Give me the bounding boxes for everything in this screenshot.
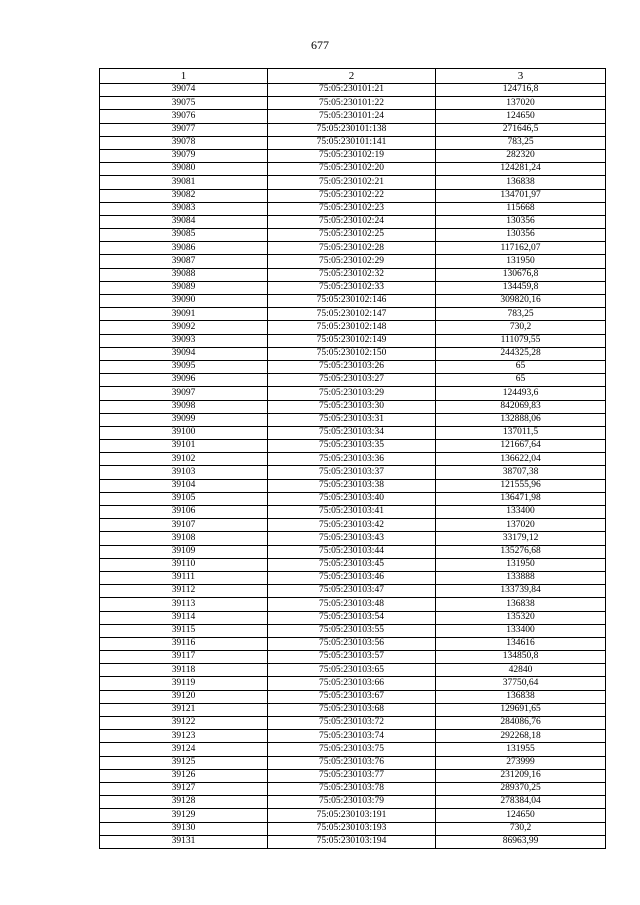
- table-cell-col1: 39090: [100, 295, 268, 308]
- table-cell-col2: 75:05:230103:40: [268, 492, 436, 505]
- table-cell-col1: 39089: [100, 281, 268, 294]
- table-cell-col1: 39131: [100, 835, 268, 848]
- table-row: [100, 163, 606, 176]
- table-row: [100, 413, 606, 426]
- table-cell-col1: 39105: [100, 492, 268, 505]
- table-cell-col1: 39102: [100, 453, 268, 466]
- table-cell-col1: 39103: [100, 466, 268, 479]
- table-row: [100, 308, 606, 321]
- table-cell-col2: 75:05:230103:46: [268, 571, 436, 584]
- table-cell-col1: 39126: [100, 769, 268, 782]
- table-row: [100, 400, 606, 413]
- table-cell-col1: 39118: [100, 664, 268, 677]
- table-cell-col2: 75:05:230103:42: [268, 519, 436, 532]
- table-row: [100, 426, 606, 439]
- table-row: [100, 822, 606, 835]
- table-cell-col2: 75:05:230103:75: [268, 743, 436, 756]
- table-cell-col3: 730,2: [436, 321, 606, 334]
- table-row: [100, 281, 606, 294]
- table-cell-col3: 292268,18: [436, 730, 606, 743]
- table-cell-col3: 136838: [436, 598, 606, 611]
- table-cell-col3: 134701,97: [436, 189, 606, 202]
- table-cell-col3: 129691,65: [436, 703, 606, 716]
- table-cell-col2: 75:05:230103:43: [268, 532, 436, 545]
- table-cell-col2: 75:05:230103:27: [268, 374, 436, 387]
- table-cell-col3: 134459,8: [436, 281, 606, 294]
- table-row: [100, 624, 606, 637]
- table-cell-col3: 137020: [436, 519, 606, 532]
- table-cell-col2: 75:05:230103:45: [268, 558, 436, 571]
- table-cell-col1: 39127: [100, 782, 268, 795]
- table-cell-col1: 39101: [100, 440, 268, 453]
- table-row: [100, 545, 606, 558]
- table-cell-col3: 121555,96: [436, 479, 606, 492]
- table-cell-col1: 39123: [100, 730, 268, 743]
- table-cell-col2: 75:05:230102:29: [268, 255, 436, 268]
- table-cell-col3: 133888: [436, 571, 606, 584]
- table-cell-col1: 39125: [100, 756, 268, 769]
- table-cell-col2: 75:05:230102:146: [268, 295, 436, 308]
- table-cell-col1: 39114: [100, 611, 268, 624]
- table-cell-col3: 783,25: [436, 308, 606, 321]
- table-row: [100, 717, 606, 730]
- table-row: [100, 796, 606, 809]
- table-row: [100, 215, 606, 228]
- table-row: [100, 558, 606, 571]
- table-cell-col3: 133400: [436, 624, 606, 637]
- table-cell-col3: 65: [436, 374, 606, 387]
- table-row: [100, 769, 606, 782]
- table-cell-col2: 75:05:230103:44: [268, 545, 436, 558]
- table-cell-col3: 135320: [436, 611, 606, 624]
- table-cell-col2: 75:05:230103:72: [268, 717, 436, 730]
- table-cell-col3: 278384,04: [436, 796, 606, 809]
- table-row: [100, 334, 606, 347]
- table-row: [100, 321, 606, 334]
- table-row: [100, 637, 606, 650]
- table-cell-col2: 75:05:230102:32: [268, 268, 436, 281]
- table-cell-col3: 130356: [436, 215, 606, 228]
- table-cell-col1: 39124: [100, 743, 268, 756]
- table-row: [100, 743, 606, 756]
- table-cell-col3: 37750,64: [436, 677, 606, 690]
- table-cell-col2: 75:05:230102:21: [268, 176, 436, 189]
- table-row: [100, 703, 606, 716]
- table-cell-col1: 39117: [100, 651, 268, 664]
- table-cell-col3: 124650: [436, 809, 606, 822]
- table-cell-col1: 39128: [100, 796, 268, 809]
- table-cell-col3: 134616: [436, 637, 606, 650]
- table-cell-col1: 39107: [100, 519, 268, 532]
- table-cell-col1: 39083: [100, 202, 268, 215]
- table-cell-col2: 75:05:230102:148: [268, 321, 436, 334]
- table-cell-col2: 75:05:230103:30: [268, 400, 436, 413]
- table-row: [100, 690, 606, 703]
- table-cell-col1: 39104: [100, 479, 268, 492]
- table-cell-col2: 75:05:230103:77: [268, 769, 436, 782]
- table-row: [100, 229, 606, 242]
- table-cell-col2: 75:05:230103:34: [268, 426, 436, 439]
- table-row: [100, 756, 606, 769]
- table-body: [100, 84, 606, 849]
- table-cell-col3: 124716,8: [436, 84, 606, 97]
- table-cell-col1: 39100: [100, 426, 268, 439]
- table-row: [100, 677, 606, 690]
- table-cell-col3: 783,25: [436, 136, 606, 149]
- table-row: [100, 730, 606, 743]
- table-cell-col1: 39110: [100, 558, 268, 571]
- table-cell-col3: 121667,64: [436, 440, 606, 453]
- table-cell-col2: 75:05:230103:79: [268, 796, 436, 809]
- table-row: [100, 84, 606, 97]
- table-row: [100, 492, 606, 505]
- header-cell-3: 3: [436, 69, 606, 84]
- table-cell-col2: 75:05:230103:38: [268, 479, 436, 492]
- table-cell-col1: 39094: [100, 347, 268, 360]
- table-cell-col3: 730,2: [436, 822, 606, 835]
- table-cell-col3: 135276,68: [436, 545, 606, 558]
- table-cell-col3: 137020: [436, 97, 606, 110]
- table-cell-col2: 75:05:230103:68: [268, 703, 436, 716]
- table-row: [100, 664, 606, 677]
- table-cell-col3: 86963,99: [436, 835, 606, 848]
- table-cell-col1: 39111: [100, 571, 268, 584]
- table-row: [100, 347, 606, 360]
- table-cell-col1: 39119: [100, 677, 268, 690]
- table-cell-col3: 124281,24: [436, 163, 606, 176]
- table-cell-col2: 75:05:230103:26: [268, 360, 436, 373]
- data-table: [99, 68, 606, 849]
- table-cell-col1: 39129: [100, 809, 268, 822]
- table-cell-col2: 75:05:230102:28: [268, 242, 436, 255]
- table-cell-col2: 75:05:230101:21: [268, 84, 436, 97]
- table-cell-col1: 39076: [100, 110, 268, 123]
- table-cell-col1: 39095: [100, 360, 268, 373]
- table-cell-col2: 75:05:230103:29: [268, 387, 436, 400]
- table-row: [100, 585, 606, 598]
- table-cell-col2: 75:05:230102:33: [268, 281, 436, 294]
- table-cell-col3: 133739,84: [436, 585, 606, 598]
- table-cell-col1: 39075: [100, 97, 268, 110]
- table-cell-col3: 42840: [436, 664, 606, 677]
- table-cell-col1: 39121: [100, 703, 268, 716]
- table-cell-col1: 39087: [100, 255, 268, 268]
- table-cell-col2: 75:05:230103:36: [268, 453, 436, 466]
- table-cell-col2: 75:05:230103:194: [268, 835, 436, 848]
- table-cell-col2: 75:05:230101:138: [268, 123, 436, 136]
- table-cell-col1: 39130: [100, 822, 268, 835]
- table-cell-col1: 39113: [100, 598, 268, 611]
- table-cell-col2: 75:05:230103:66: [268, 677, 436, 690]
- table-cell-col3: 124650: [436, 110, 606, 123]
- table-cell-col1: 39078: [100, 136, 268, 149]
- table-cell-col1: 39096: [100, 374, 268, 387]
- table-cell-col1: 39085: [100, 229, 268, 242]
- table-cell-col3: 309820,16: [436, 295, 606, 308]
- header-cell-2: 2: [268, 69, 436, 84]
- table-cell-col2: 75:05:230103:31: [268, 413, 436, 426]
- table-row: [100, 506, 606, 519]
- table-cell-col3: 131955: [436, 743, 606, 756]
- table-cell-col3: 130356: [436, 229, 606, 242]
- table-cell-col2: 75:05:230103:54: [268, 611, 436, 624]
- table-row: [100, 651, 606, 664]
- table-cell-col3: 137011,5: [436, 426, 606, 439]
- table-row: [100, 360, 606, 373]
- table-cell-col2: 75:05:230101:24: [268, 110, 436, 123]
- table-cell-col2: 75:05:230103:35: [268, 440, 436, 453]
- table-cell-col3: 124493,6: [436, 387, 606, 400]
- table-cell-col3: 134850,8: [436, 651, 606, 664]
- table-row: [100, 268, 606, 281]
- table-cell-col3: 33179,12: [436, 532, 606, 545]
- table-cell-col1: 39099: [100, 413, 268, 426]
- table-cell-col3: 289370,25: [436, 782, 606, 795]
- table-cell-col3: 38707,38: [436, 466, 606, 479]
- table-cell-col3: 271646,5: [436, 123, 606, 136]
- table-row: [100, 202, 606, 215]
- table-cell-col2: 75:05:230102:22: [268, 189, 436, 202]
- table-cell-col3: 65: [436, 360, 606, 373]
- table-cell-col3: 244325,28: [436, 347, 606, 360]
- table-cell-col2: 75:05:230102:23: [268, 202, 436, 215]
- table-row: [100, 123, 606, 136]
- table-cell-col3: 273999: [436, 756, 606, 769]
- table-cell-col2: 75:05:230103:37: [268, 466, 436, 479]
- table-row: [100, 387, 606, 400]
- table-row: [100, 453, 606, 466]
- table-row: [100, 97, 606, 110]
- table-cell-col1: 39081: [100, 176, 268, 189]
- table-cell-col2: 75:05:230103:67: [268, 690, 436, 703]
- table-cell-col1: 39080: [100, 163, 268, 176]
- table-row: [100, 598, 606, 611]
- table-row: [100, 782, 606, 795]
- table-cell-col1: 39098: [100, 400, 268, 413]
- table-cell-col1: 39079: [100, 149, 268, 162]
- table-cell-col1: 39091: [100, 308, 268, 321]
- table-cell-col1: 39084: [100, 215, 268, 228]
- table-row: [100, 611, 606, 624]
- table-row: [100, 835, 606, 848]
- table-cell-col3: 842069,83: [436, 400, 606, 413]
- table-cell-col1: 39074: [100, 84, 268, 97]
- table-cell-col1: 39115: [100, 624, 268, 637]
- table-cell-col2: 75:05:230103:41: [268, 506, 436, 519]
- table-cell-col2: 75:05:230103:56: [268, 637, 436, 650]
- table-cell-col3: 136622,04: [436, 453, 606, 466]
- table-cell-col2: 75:05:230103:78: [268, 782, 436, 795]
- header-cell-1: 1: [100, 69, 268, 84]
- table-cell-col1: 39109: [100, 545, 268, 558]
- table-cell-col2: 75:05:230101:141: [268, 136, 436, 149]
- table-row: [100, 440, 606, 453]
- table-cell-col2: 75:05:230102:20: [268, 163, 436, 176]
- table-cell-col2: 75:05:230102:149: [268, 334, 436, 347]
- table-cell-col2: 75:05:230103:57: [268, 651, 436, 664]
- table-cell-col2: 75:05:230103:193: [268, 822, 436, 835]
- table-cell-col1: 39106: [100, 506, 268, 519]
- table-row: [100, 295, 606, 308]
- table-cell-col2: 75:05:230103:48: [268, 598, 436, 611]
- table-cell-col1: 39097: [100, 387, 268, 400]
- table-row: [100, 255, 606, 268]
- table-row: [100, 571, 606, 584]
- table-cell-col1: 39122: [100, 717, 268, 730]
- table-cell-col2: 75:05:230103:55: [268, 624, 436, 637]
- table-row: [100, 189, 606, 202]
- table-cell-col2: 75:05:230102:24: [268, 215, 436, 228]
- table-cell-col3: 136838: [436, 690, 606, 703]
- table-cell-col1: 39116: [100, 637, 268, 650]
- table-cell-col2: 75:05:230102:19: [268, 149, 436, 162]
- table-row: [100, 136, 606, 149]
- table-cell-col1: 39120: [100, 690, 268, 703]
- table-row: [100, 479, 606, 492]
- table-cell-col2: 75:05:230103:76: [268, 756, 436, 769]
- table-cell-col3: 131950: [436, 558, 606, 571]
- table-cell-col3: 284086,76: [436, 717, 606, 730]
- table-cell-col3: 282320: [436, 149, 606, 162]
- table-row: [100, 110, 606, 123]
- table-cell-col3: 136838: [436, 176, 606, 189]
- table-cell-col2: 75:05:230103:65: [268, 664, 436, 677]
- page-number: 677: [311, 38, 329, 52]
- table-row: [100, 809, 606, 822]
- table-cell-col1: 39086: [100, 242, 268, 255]
- table-cell-col2: 75:05:230103:191: [268, 809, 436, 822]
- header-row: [100, 69, 606, 84]
- table-cell-col2: 75:05:230103:47: [268, 585, 436, 598]
- table-row: [100, 519, 606, 532]
- table-cell-col3: 132888,06: [436, 413, 606, 426]
- table-cell-col2: 75:05:230101:22: [268, 97, 436, 110]
- table-cell-col2: 75:05:230102:25: [268, 229, 436, 242]
- table-row: [100, 242, 606, 255]
- table-cell-col1: 39093: [100, 334, 268, 347]
- table-cell-col2: 75:05:230102:147: [268, 308, 436, 321]
- table-cell-col3: 117162,07: [436, 242, 606, 255]
- table-cell-col1: 39108: [100, 532, 268, 545]
- table-row: [100, 149, 606, 162]
- table-row: [100, 532, 606, 545]
- table-cell-col1: 39088: [100, 268, 268, 281]
- table-header: [100, 69, 606, 84]
- table-cell-col3: 130676,8: [436, 268, 606, 281]
- table-cell-col1: 39077: [100, 123, 268, 136]
- table-cell-col1: 39092: [100, 321, 268, 334]
- table-cell-col2: 75:05:230102:150: [268, 347, 436, 360]
- table-cell-col3: 131950: [436, 255, 606, 268]
- table-row: [100, 466, 606, 479]
- table-cell-col2: 75:05:230103:74: [268, 730, 436, 743]
- table-cell-col3: 133400: [436, 506, 606, 519]
- table-row: [100, 374, 606, 387]
- table-cell-col1: 39112: [100, 585, 268, 598]
- table-row: [100, 176, 606, 189]
- table-cell-col3: 115668: [436, 202, 606, 215]
- table-cell-col3: 231209,16: [436, 769, 606, 782]
- table-cell-col3: 111079,55: [436, 334, 606, 347]
- table-cell-col1: 39082: [100, 189, 268, 202]
- table-cell-col3: 136471,98: [436, 492, 606, 505]
